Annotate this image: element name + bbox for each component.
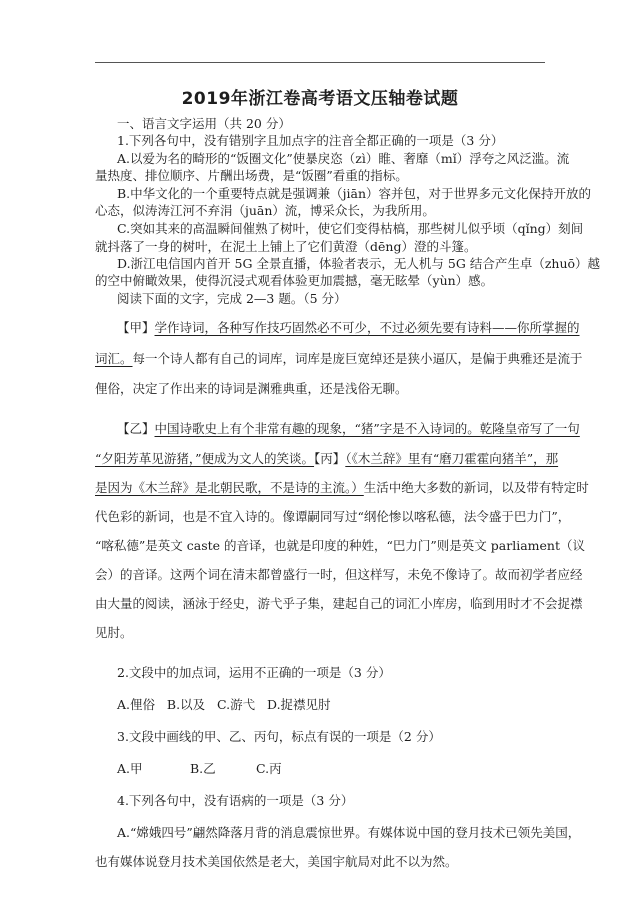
passage-yi-line2 <box>95 451 558 467</box>
q1-option-c-line1: C.突如其来的高温瞬间催熟了树叶，使它们变得枯槁，那些树儿似乎顷（qǐng）刻间 <box>117 221 584 236</box>
q4-option-a-line2: 也有媒体说登月技术美国依然是老大，美国宇航局对此不以为然。 <box>95 854 458 869</box>
sentence-jia-underlined: 学作诗词，各种写作技巧固然必不可少，不过必须先要有诗料——你所掌握的 <box>154 320 580 335</box>
q1-stem: 1.下列各句中，没有错别字且加点字的注音全都正确的一项是（3 分） <box>117 133 504 148</box>
tag-jia: 【甲】 <box>117 320 155 335</box>
header-rule <box>95 62 545 63</box>
passage-jia-line1 <box>117 320 580 336</box>
sentence-bing-underlined-end: 是因为《木兰辞》是北朝民歌，不是诗的主流。） <box>95 480 364 495</box>
passage-line: 代色彩的新词，也是不宜入诗的。像谭嗣同写过“纲伦惨以喀私德，法令盛于巴力门”， <box>95 509 571 524</box>
q1-option-d-line1: D.浙江电信国内首开 5G 全景直播，体验者表示，无人机与 5G 结合产生卓（zhuō）越 <box>117 256 601 271</box>
passage-text: 每一个诗人都有自己的词库，词库是庞巨宽绰还是狭小逼仄，是偏于典雅还是流于 <box>132 351 583 366</box>
q1-option-b-line1: B.中华文化的一个重要特点就是强调兼（jiān）容并包，对于世界多元文化保持开放的 <box>117 186 592 201</box>
q2-stem: 2.文段中的加点词，运用不正确的一项是（3 分） <box>117 665 391 680</box>
q3-option-a: A.甲 <box>117 761 143 776</box>
passage-yi-line1 <box>117 421 580 437</box>
passage-line: 会）的音译。这两个词在清末都曾盛行一时，但这样写，未免不像诗了。故而初学者应经 <box>95 567 583 582</box>
passage-jia-line2 <box>95 351 583 367</box>
sentence-yi-underlined-end: “夕阳芳革见游猪，”便成为文人的笑谈。 <box>95 451 315 466</box>
tag-yi: 【乙】 <box>117 421 155 436</box>
q1-option-d-line2: 的空中俯瞰效果，使得沉浸式观看体验更加震撼，毫无眩晕（yùn）感。 <box>95 273 494 288</box>
q1-option-c-line2: 就抖落了一身的树叶，在泥土上铺上了它们黄澄（dēng）澄的斗篷。 <box>95 239 477 254</box>
page-title: 2019年浙江卷高考语文压轴卷试题 <box>181 89 459 109</box>
sentence-yi-underlined: 中国诗歌史上有个非常有趣的现象，“猪”字是不入诗词的。乾隆皇帝写了一句 <box>154 421 580 436</box>
section-heading: 一、语言文字运用（共 20 分） <box>117 116 291 131</box>
passage-jia-line3: 俚俗，决定了作出来的诗词是渊雅典重，还是浅俗无聊。 <box>95 381 408 396</box>
q1-option-a-line1: A.以爱为名的畸形的“饭圈文化”使暴戾恣（zì）睢、奢靡（mǐ）浮夸之风泛滥。流 <box>117 151 570 166</box>
q3-option-b: B.乙 <box>190 761 216 776</box>
passage-line: “喀私德”是英文 caste 的音译，也就是印度的种姓，“巴力门”则是英文 parliament（议 <box>95 538 585 553</box>
tag-bing: 【丙】 <box>314 451 346 466</box>
q4-option-a-line1: A.“嫦娥四号”翩然降落月背的消息震惊世界。有媒体说中国的登月技术已领先美国， <box>117 825 581 840</box>
q3-option-c: C.丙 <box>256 761 282 776</box>
q1-option-b-line2: 心态，似涛涛江河不弃涓（juān）流，博采众长，为我所用。 <box>95 203 435 218</box>
passage-intro: 阅读下面的文字，完成 2—3 题。（5 分） <box>117 291 347 306</box>
q2-options: A.俚俗 B.以及 C.游弋 D.捉襟见肘 <box>117 697 331 712</box>
passage-text: 生活中绝大多数的新词，以及带有特定时 <box>363 480 589 495</box>
passage-bing-line2 <box>95 480 589 496</box>
passage-line: 由大量的阅读，涵泳于经史，游弋乎子集，建起自己的词汇小库房，临到用时才不会捉襟 <box>95 596 583 611</box>
q1-option-a-line2: 量热度、排位顺序、片酬出场费，是“饭圈”看重的指标。 <box>95 168 408 183</box>
sentence-bing-underlined: （《木兰辞》里有“磨刀霍霍向猪羊”，那 <box>345 451 559 466</box>
q4-stem: 4.下列各句中，没有语病的一项是（3 分） <box>117 793 354 808</box>
passage-line: 见肘。 <box>95 625 133 640</box>
q3-stem: 3.文段中画线的甲、乙、丙句，标点有误的一项是（2 分） <box>117 729 441 744</box>
sentence-jia-underlined-end: 词汇。 <box>95 351 133 366</box>
